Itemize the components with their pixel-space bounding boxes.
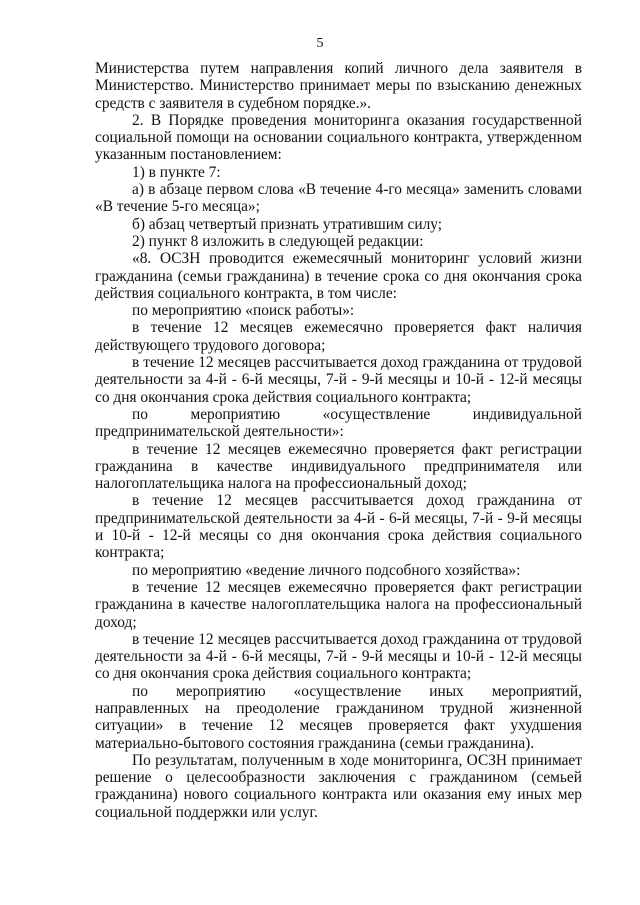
paragraph-9: в течение 12 месяцев ежемесячно проверяется факт наличия действующего трудового договора; bbox=[95, 319, 582, 354]
paragraph-10: в течение 12 месяцев рассчитывается доход гражданина от трудовой деятельности за 4-й - 6-й месяцы, 7-й - 9-й месяцы и 10-й - 12-й месяцы со дня окончания срока действия социального контракта; bbox=[95, 354, 582, 406]
paragraph-4: а) в абзаце первом слова «В течение 4-го месяца» заменить словами «В течение 5-го месяца»; bbox=[95, 181, 582, 216]
paragraph-6: 2) пункт 8 изложить в следующей редакции: bbox=[132, 232, 424, 250]
paragraph-13: в течение 12 месяцев рассчитывается доход гражданина от предпринимательской деятельности за 4-й - 6-й месяцы, 7-й - 9-й месяцы и 10-й - 12-й месяцы со дня окончания срока действия социального контракта; bbox=[95, 492, 582, 562]
paragraph-7: «8. ОСЗН проводится ежемесячный мониторинг условий жизни гражданина (семьи гражданина) в течение срока со дня окончания срока действия социального контракта, в том числе: bbox=[95, 250, 582, 302]
paragraph-3: 1) в пункте 7: bbox=[132, 163, 221, 181]
paragraph-5: б) абзац четвертый признать утратившим силу; bbox=[132, 215, 443, 233]
document-body bbox=[95, 60, 582, 821]
paragraph-1: Министерства путем направления копий личного дела заявителя в Министерство. Министерство принимает меры по взысканию денежных средств с заявителя в судебном порядке.». bbox=[95, 60, 582, 112]
paragraph-8: по мероприятию «поиск работы»: bbox=[132, 302, 355, 320]
paragraph-16: в течение 12 месяцев рассчитывается доход гражданина от трудовой деятельности за 4-й - 6-й месяцы, 7-й - 9-й месяцы и 10-й - 12-й месяцы со дня окончания срока действия социального контракта; bbox=[95, 630, 582, 683]
paragraph-17: по мероприятию «осуществление иных мероприятий, направленных на преодоление гражданином трудной жизненной ситуации» в течение 12 месяцев проверяется факт ухудшения материально-бытового состояния гражданина (семьи гражданина). bbox=[95, 682, 582, 752]
paragraph-2: 2. В Порядке проведения мониторинга оказания государственной социальной помощи на основании социального контракта, утвержденном указанным постановлением: bbox=[95, 111, 582, 164]
paragraph-15: в течение 12 месяцев ежемесячно проверяется факт регистрации гражданина в качестве налогоплательщика налога на профессиональный доход; bbox=[95, 578, 582, 631]
paragraph-12: в течение 12 месяцев ежемесячно проверяется факт регистрации гражданина в качестве индивидуального предпринимателя или налогоплательщика налога на профессиональный доход; bbox=[95, 440, 582, 493]
paragraph-14: по мероприятию «ведение личного подсобного хозяйства»: bbox=[132, 561, 521, 579]
paragraph-18: По результатам, полученным в ходе мониторинга, ОСЗН принимает решение о целесообразности заключения с гражданином (семьей гражданина) нового социального контракта или оказания ему иных мер социальной поддержки или услуг. bbox=[95, 751, 582, 821]
paragraph-11: по мероприятию «осуществление индивидуальной предпринимательской деятельности»: bbox=[95, 405, 582, 441]
page-number: 5 bbox=[316, 36, 324, 51]
